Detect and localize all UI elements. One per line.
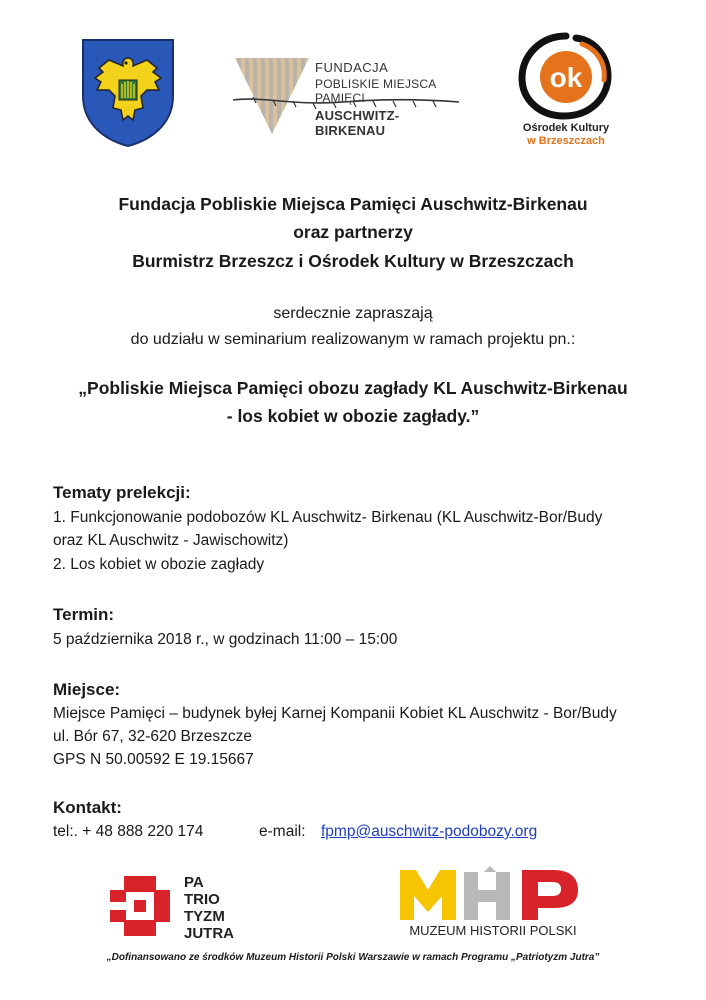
heading-line2: oraz partnerzy: [293, 222, 413, 242]
fundacja-logo-line2: POBLISKIE MIEJSCA PAMIĘCI: [315, 77, 436, 105]
mhp-caption: MUZEUM HISTORII POLSKI: [409, 923, 577, 938]
contact-email-label: e-mail:: [259, 823, 306, 840]
fundacja-logo-line3: AUSCHWITZ-BIRKENAU: [315, 108, 400, 138]
patriotyzm-line3: TYZM: [184, 908, 225, 925]
patriotyzm-jutra-logo: [108, 872, 258, 942]
heading-line3: Burmistrz Brzeszcz i Ośrodek Kultury w Brzeszczach: [132, 251, 574, 271]
ok-logo-line1: Ośrodek Kultury: [522, 122, 610, 134]
place-line2: ul. Bór 67, 32-620 Brzeszcze: [53, 728, 253, 745]
invite-line2: do udziału w seminarium realizowanym w ramach projektu pn.:: [130, 331, 576, 348]
topic-item-2: 2. Los kobiet w obozie zagłady: [53, 556, 265, 573]
patriotyzm-line1: PA: [184, 874, 204, 891]
patriotyzm-jutra-icon: [108, 872, 258, 942]
place-header: Miejsce:: [53, 680, 121, 699]
contact-tel: tel:. + 48 888 220 174: [53, 823, 204, 840]
topics-header: Tematy prelekcji:: [53, 483, 191, 502]
coat-of-arms-icon: [79, 36, 177, 148]
contact-email-link[interactable]: fpmp@auschwitz-podobozy.org: [321, 823, 538, 840]
invite-line1: serdecznie zapraszają: [273, 305, 433, 322]
ok-logo-line2: w Brzeszczach: [527, 135, 605, 147]
project-title-line2: - los kobiet w obozie zagłady.”: [226, 406, 480, 426]
project-title-line1: „Pobliskie Miejsca Pamięci obozu zagłady KL Auschwitz-Birkenau: [78, 378, 628, 398]
muzeum-historii-polski-logo: [398, 866, 588, 946]
heading-line1: Fundacja Pobliskie Miejsca Pamięci Auschwitz-Birkenau: [118, 194, 588, 214]
fundacja-logo: [233, 56, 463, 136]
topic-item-1-line1: 1. Funkcjonowanie podobozów KL Auschwitz- Birkenau (KL Auschwitz-Bor/Budy: [53, 509, 603, 526]
patriotyzm-line2: TRIO: [184, 891, 220, 908]
patriotyzm-line4: JUTRA: [184, 925, 235, 942]
coat-of-arms-logo: [79, 36, 177, 148]
topic-item-1-line2: oraz KL Auschwitz - Jawischowitz): [53, 532, 289, 549]
contact-header: Kontakt:: [53, 798, 122, 817]
term-value: 5 października 2018 r., w godzinach 11:00 – 15:00: [53, 631, 398, 648]
osrodek-kultury-logo: [506, 30, 626, 158]
place-line1: Miejsce Pamięci – budynek byłej Karnej Kompanii Kobiet KL Auschwitz - Bor/Budy: [53, 705, 617, 722]
term-header: Termin:: [53, 605, 115, 624]
footer-note: „Dofinansowano ze środków Muzeum Historii Polski Warszawie w ramach Programu „Patriotyzm Jutra”: [106, 952, 600, 963]
place-line3: GPS N 50.00592 E 19.15667: [53, 751, 254, 768]
mhp-letters-icon: [398, 866, 588, 922]
ok-mark: ok: [549, 62, 583, 93]
fundacja-logo-line1: FUNDACJA: [315, 60, 389, 75]
ok-circle-icon: [506, 30, 626, 122]
